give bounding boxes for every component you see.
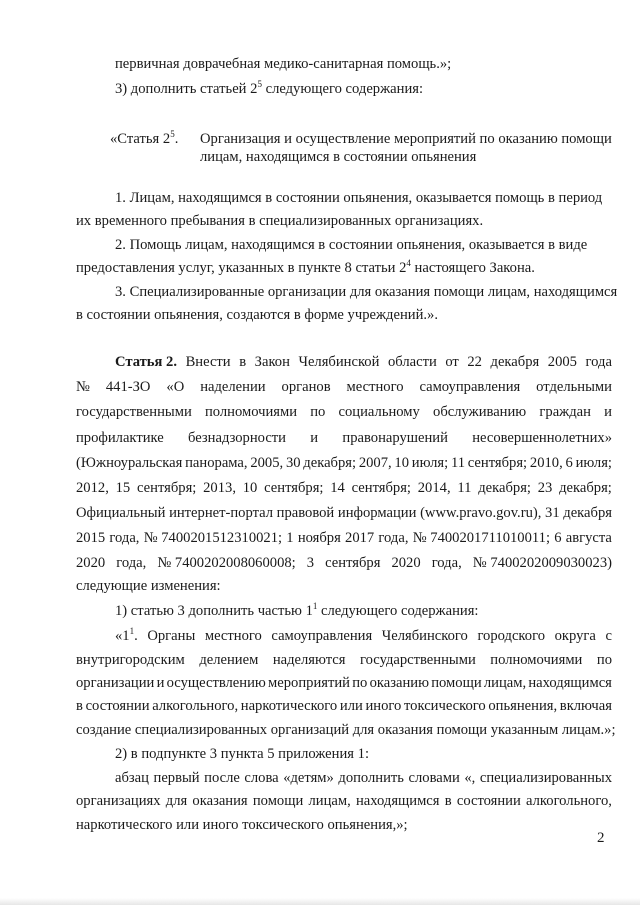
text-span: сентября;	[351, 480, 411, 496]
text-line	[115, 769, 612, 787]
text-span: отдельными	[536, 379, 612, 395]
text-span: опьянения,	[488, 698, 558, 714]
text-span: или	[339, 698, 363, 714]
text-span: № 7400202008060008;	[157, 555, 296, 571]
text-span: абзац	[115, 770, 149, 786]
article-label: Статья 2.	[115, 354, 177, 370]
text-span: 2007,	[358, 455, 392, 471]
text-span: помощи	[252, 793, 304, 809]
text-span: «,	[464, 770, 476, 786]
text-line	[76, 792, 612, 810]
text-span: «детям»	[283, 770, 334, 786]
text-span: алкогольного,	[526, 793, 612, 809]
text-span: в	[76, 698, 83, 714]
text-line	[76, 429, 612, 447]
text-span: Внести	[185, 354, 231, 370]
text-span: сентября;	[137, 480, 197, 496]
article-heading-number	[110, 130, 178, 148]
superscript: 1	[312, 601, 318, 611]
text-span: декабря	[563, 505, 612, 521]
text-line: в состоянии опьянения, создаются в форме учреждений.».	[76, 307, 438, 323]
article-heading-title: Организация и осуществление мероприятий по оказанию помощи	[200, 131, 612, 147]
text-span: от	[445, 354, 459, 370]
text-span: Челябинской	[298, 354, 380, 370]
text-span: помощи	[431, 675, 482, 691]
text-span: года,	[109, 530, 140, 546]
text-span: полномочиями	[204, 404, 298, 420]
text-span: декабря;	[303, 455, 357, 471]
text-span: самоуправления	[271, 628, 373, 644]
text-line	[76, 554, 612, 572]
text-span: лицам,	[483, 675, 527, 691]
text-span: декабря;	[478, 480, 531, 496]
text-line	[115, 80, 423, 98]
text-span: по	[596, 652, 612, 668]
text-span: года	[585, 354, 612, 370]
superscript: 5	[257, 79, 262, 89]
text-span: оказанию	[369, 675, 429, 691]
text-span: специализированных	[479, 770, 612, 786]
text-span: органов	[281, 379, 331, 395]
text-line	[76, 697, 612, 715]
text-span: 2020	[391, 555, 421, 571]
text-span: интернет-портал	[169, 505, 274, 521]
text-span: профилактике	[76, 430, 164, 446]
text-line	[76, 651, 612, 669]
text-span: 30	[285, 455, 301, 471]
text-span: 2014,	[417, 480, 451, 496]
article-heading-title: лицам, находящимся в состоянии опьянения	[200, 149, 477, 165]
text-span: правонарушений	[342, 430, 448, 446]
text-span: декабря	[490, 354, 540, 370]
text-span: 2010,	[529, 455, 563, 471]
text-span: наделении	[200, 379, 266, 395]
text-span: наделяются	[272, 652, 346, 668]
text-span: иного	[365, 698, 402, 714]
text-span: делением	[199, 652, 259, 668]
text-line	[76, 378, 612, 396]
text-line	[76, 259, 535, 277]
text-span: состоянии	[456, 793, 521, 809]
text-span: по	[310, 404, 326, 420]
text-line	[76, 529, 612, 547]
text-span: токсического	[403, 698, 486, 714]
text-span: года,	[378, 530, 409, 546]
superscript: 1	[129, 626, 135, 636]
text-line	[76, 504, 612, 522]
text-span: 3) дополнить статьей 2	[115, 81, 258, 97]
text-span: 10	[394, 455, 410, 471]
text-span: 11	[457, 480, 472, 496]
superscript: 4	[406, 258, 411, 268]
text-span: сентября;	[264, 480, 324, 496]
text-span: 2017	[345, 530, 375, 546]
text-line: наркотического или иного токсического опьянения,»;	[76, 817, 408, 833]
text-span: №	[76, 379, 90, 395]
text-span: оказания	[192, 793, 248, 809]
text-span: Закон	[254, 354, 290, 370]
text-span: организации	[76, 675, 155, 691]
text-span: 10	[242, 480, 258, 496]
text-span: самоуправления	[419, 379, 521, 395]
text-line: создание специализированных организаций для оказания помощи указанным лицам.»;	[76, 722, 616, 738]
text-span: состоянии	[85, 698, 150, 714]
text-span: обслуживанию	[433, 404, 527, 420]
text-span: информации	[337, 505, 417, 521]
text-span: сентября;	[467, 455, 528, 471]
text-span: с	[605, 628, 612, 644]
text-span: области	[387, 354, 437, 370]
text-span: лицам,	[308, 793, 351, 809]
text-span: «1	[115, 628, 130, 644]
text-span: .	[134, 628, 138, 644]
page-number: 2	[597, 830, 605, 846]
text-span: 2012,	[76, 480, 109, 496]
text-span: 441-ЗО	[105, 379, 151, 395]
text-span: и	[604, 404, 612, 420]
text-span: 23	[537, 480, 553, 496]
text-span: полномочиями	[490, 652, 583, 668]
text-span: государственными	[360, 652, 476, 668]
text-line	[115, 627, 612, 645]
text-line	[115, 602, 478, 620]
text-span: № 7400201512310021;	[143, 530, 283, 546]
text-span: 14	[330, 480, 345, 496]
text-span: местного	[346, 379, 404, 395]
text-span: 2013,	[203, 480, 236, 496]
text-span: находящимся	[355, 793, 440, 809]
text-span: дополнить	[338, 770, 404, 786]
text-line: следующие изменения:	[76, 578, 221, 594]
text-span: следующего содержания:	[261, 81, 424, 97]
text-span: № 7400201711010011;	[412, 530, 550, 546]
text-span: 22	[467, 354, 482, 370]
text-line: 2. Помощь лицам, находящимся в состоянии опьянения, оказывается в виде	[115, 237, 588, 253]
text-span: августа	[565, 530, 612, 546]
text-span: наркотического	[240, 698, 338, 714]
text-span: 6	[565, 455, 573, 471]
text-span: находящимся	[528, 675, 612, 691]
text-span: № 7400202009030023)	[472, 555, 612, 571]
text-span: государственными	[76, 404, 192, 420]
text-span: июля;	[575, 455, 612, 471]
text-line: их временного пребывания в специализированных организациях.	[76, 213, 484, 229]
text-span: 31	[545, 505, 560, 521]
text-span: 2005,	[250, 455, 284, 471]
text-line	[76, 454, 612, 472]
text-span: 2005	[547, 354, 577, 370]
text-span: осуществлению	[166, 675, 266, 691]
text-span: ноября	[297, 530, 341, 546]
text-span: несовершеннолетних»	[472, 430, 612, 446]
text-span: словами	[408, 770, 460, 786]
text-span: 11	[450, 455, 466, 471]
text-span: «О	[166, 379, 185, 395]
text-span: 6	[554, 530, 562, 546]
text-span: в	[444, 793, 452, 809]
text-span: городского	[477, 628, 545, 644]
scan-edge	[0, 898, 640, 905]
text-line	[76, 674, 612, 692]
text-span: (www.pravo.gov.ru),	[420, 505, 542, 521]
text-line	[76, 403, 612, 421]
text-span: панорама,	[185, 455, 248, 471]
text-span: правовой	[276, 505, 335, 521]
text-line: 1. Лицам, находящимся в состоянии опьянения, оказывается помощь в период	[115, 190, 603, 206]
text-span: в	[239, 354, 247, 370]
text-line	[115, 353, 612, 371]
text-span: 1	[286, 530, 294, 546]
text-span: местного	[204, 628, 262, 644]
text-line: 2) в подпункте 3 пункта 5 приложения 1:	[115, 746, 369, 762]
text-line: 3. Специализированные организации для оказания помощи лицам, находящимся	[115, 284, 618, 300]
text-line	[76, 479, 612, 497]
text-span: 15	[115, 480, 131, 496]
text-span: 3	[306, 555, 315, 571]
text-span: первый	[153, 770, 200, 786]
text-span: предоставления услуг, указанных в пункте 8 статьи 2	[76, 260, 407, 276]
text-span: .	[174, 131, 179, 147]
text-span: года,	[116, 555, 147, 571]
text-span: после	[204, 770, 240, 786]
text-span: и	[156, 675, 165, 691]
text-span: (Южноуральская	[76, 455, 183, 471]
text-span: Органы	[147, 628, 196, 644]
text-span: июля;	[411, 455, 449, 471]
text-span: сентября	[325, 555, 381, 571]
text-span: для	[165, 793, 188, 809]
text-span: декабря;	[559, 480, 612, 496]
text-span: слова	[244, 770, 279, 786]
text-span: социальному	[338, 404, 420, 420]
text-span: мероприятий	[268, 675, 350, 691]
text-span: «Статья 2	[110, 131, 171, 147]
text-span: 2015	[76, 530, 106, 546]
text-span: включая	[559, 698, 612, 714]
text-span: года,	[431, 555, 462, 571]
text-span: организациях	[76, 793, 161, 809]
text-span: округа	[554, 628, 596, 644]
text-span: алкогольного,	[152, 698, 239, 714]
part-number	[115, 627, 138, 645]
text-span: безнадзорности	[188, 430, 286, 446]
text-span: граждан	[539, 404, 591, 420]
text-span: 1) статью 3 дополнить частью 1	[115, 603, 313, 619]
superscript: 5	[170, 129, 175, 139]
text-span: настоящего Закона.	[410, 260, 535, 276]
text-span: по	[352, 675, 368, 691]
text-span: 2020	[76, 555, 106, 571]
text-span: внутригородским	[76, 652, 185, 668]
text-span: Официальный	[76, 505, 166, 521]
text-span: Челябинского	[381, 628, 468, 644]
text-span: и	[310, 430, 319, 446]
text-line: первичная доврачебная медико-санитарная помощь.»;	[115, 56, 452, 72]
text-span: следующего содержания:	[317, 603, 479, 619]
